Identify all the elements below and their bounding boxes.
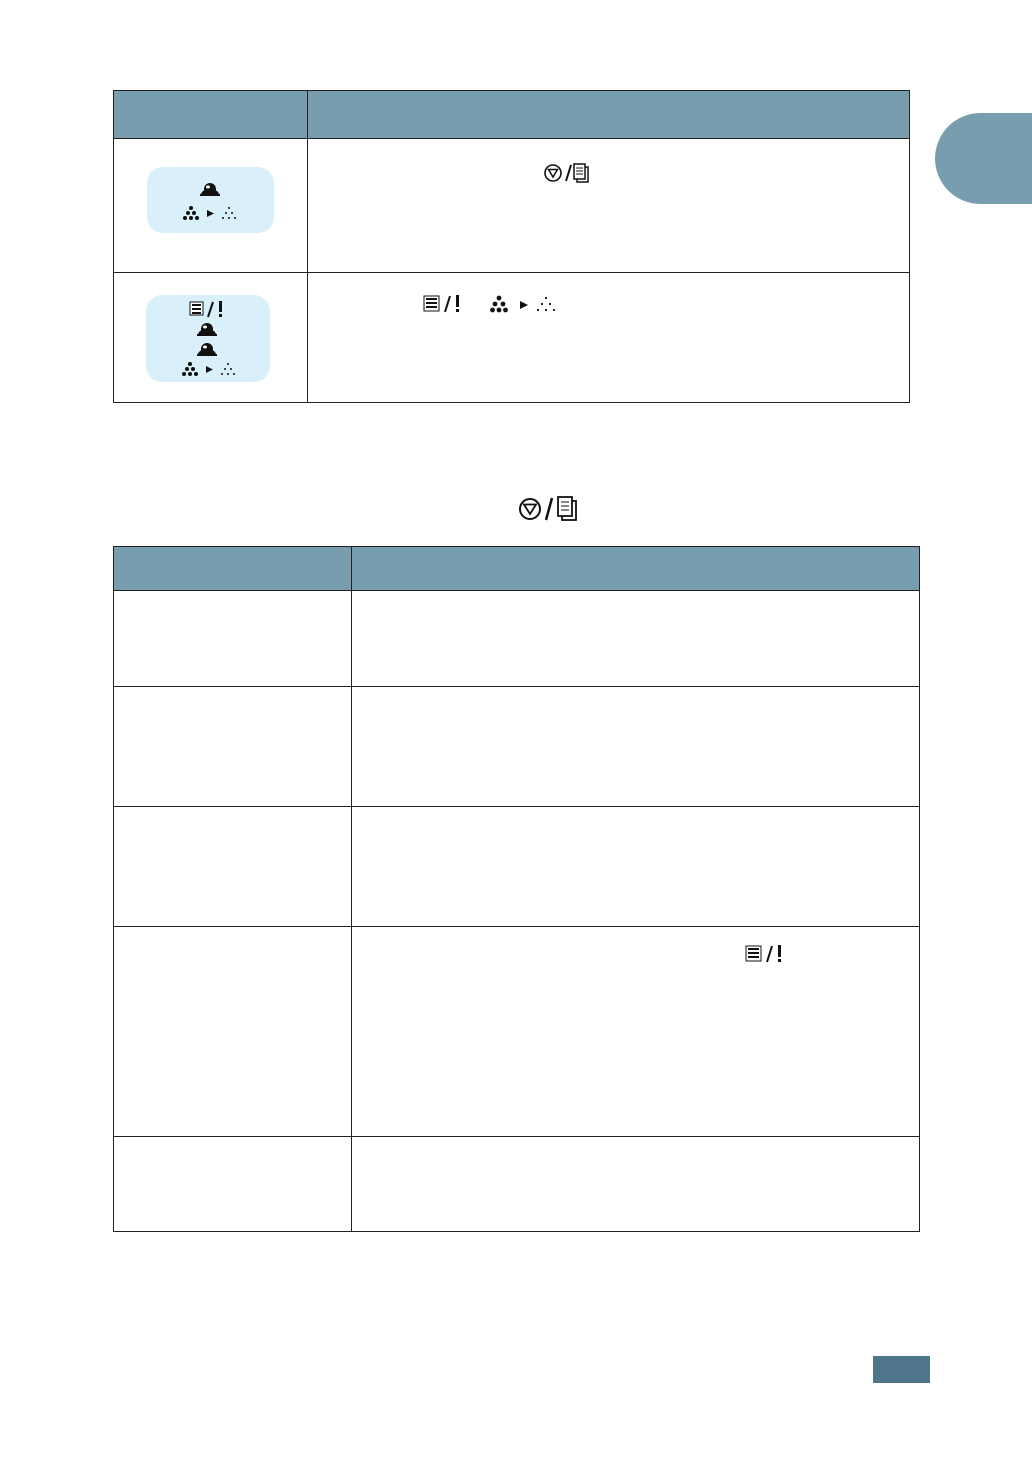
toner-icon (196, 341, 218, 361)
led-row-1-description (308, 139, 910, 273)
cancel-row-3-description (352, 807, 920, 927)
led-status-table (113, 90, 910, 403)
led-panel-toner (147, 167, 274, 233)
led-table-header-status (114, 91, 308, 139)
cancel-table-header-description (352, 547, 920, 591)
data-error-icon (189, 299, 229, 319)
cancel-button-table (113, 546, 920, 1232)
chapter-tab (935, 113, 1032, 204)
led-panel-data-error (146, 295, 270, 382)
cancel-row-5-mode (114, 1137, 352, 1232)
cancel-row-1-mode (114, 591, 352, 687)
cancel-row-4-mode (114, 927, 352, 1137)
cancel-row-2-mode (114, 687, 352, 807)
led-row-2-status (114, 273, 308, 403)
led-row-1-status (114, 139, 308, 273)
cancel-copy-icon (518, 494, 580, 524)
cancel-row-2-description (352, 687, 920, 807)
data-error-icon (745, 943, 785, 965)
toner-low-icon (182, 361, 238, 377)
data-error-icon (423, 293, 463, 315)
led-table-header-description (308, 91, 910, 139)
cancel-row-1-description (352, 591, 920, 687)
toner-low-icon (183, 205, 239, 221)
toner-icon (199, 181, 221, 201)
toner-low-icon (490, 295, 558, 313)
page-number-box (873, 1356, 930, 1383)
cancel-table-header-mode (114, 547, 352, 591)
led-row-2-description (308, 273, 910, 403)
toner-icon (196, 321, 218, 341)
cancel-row-5-description (352, 1137, 920, 1232)
cancel-row-3-mode (114, 807, 352, 927)
cancel-row-4-description (352, 927, 920, 1137)
cancel-copy-icon (544, 161, 592, 185)
